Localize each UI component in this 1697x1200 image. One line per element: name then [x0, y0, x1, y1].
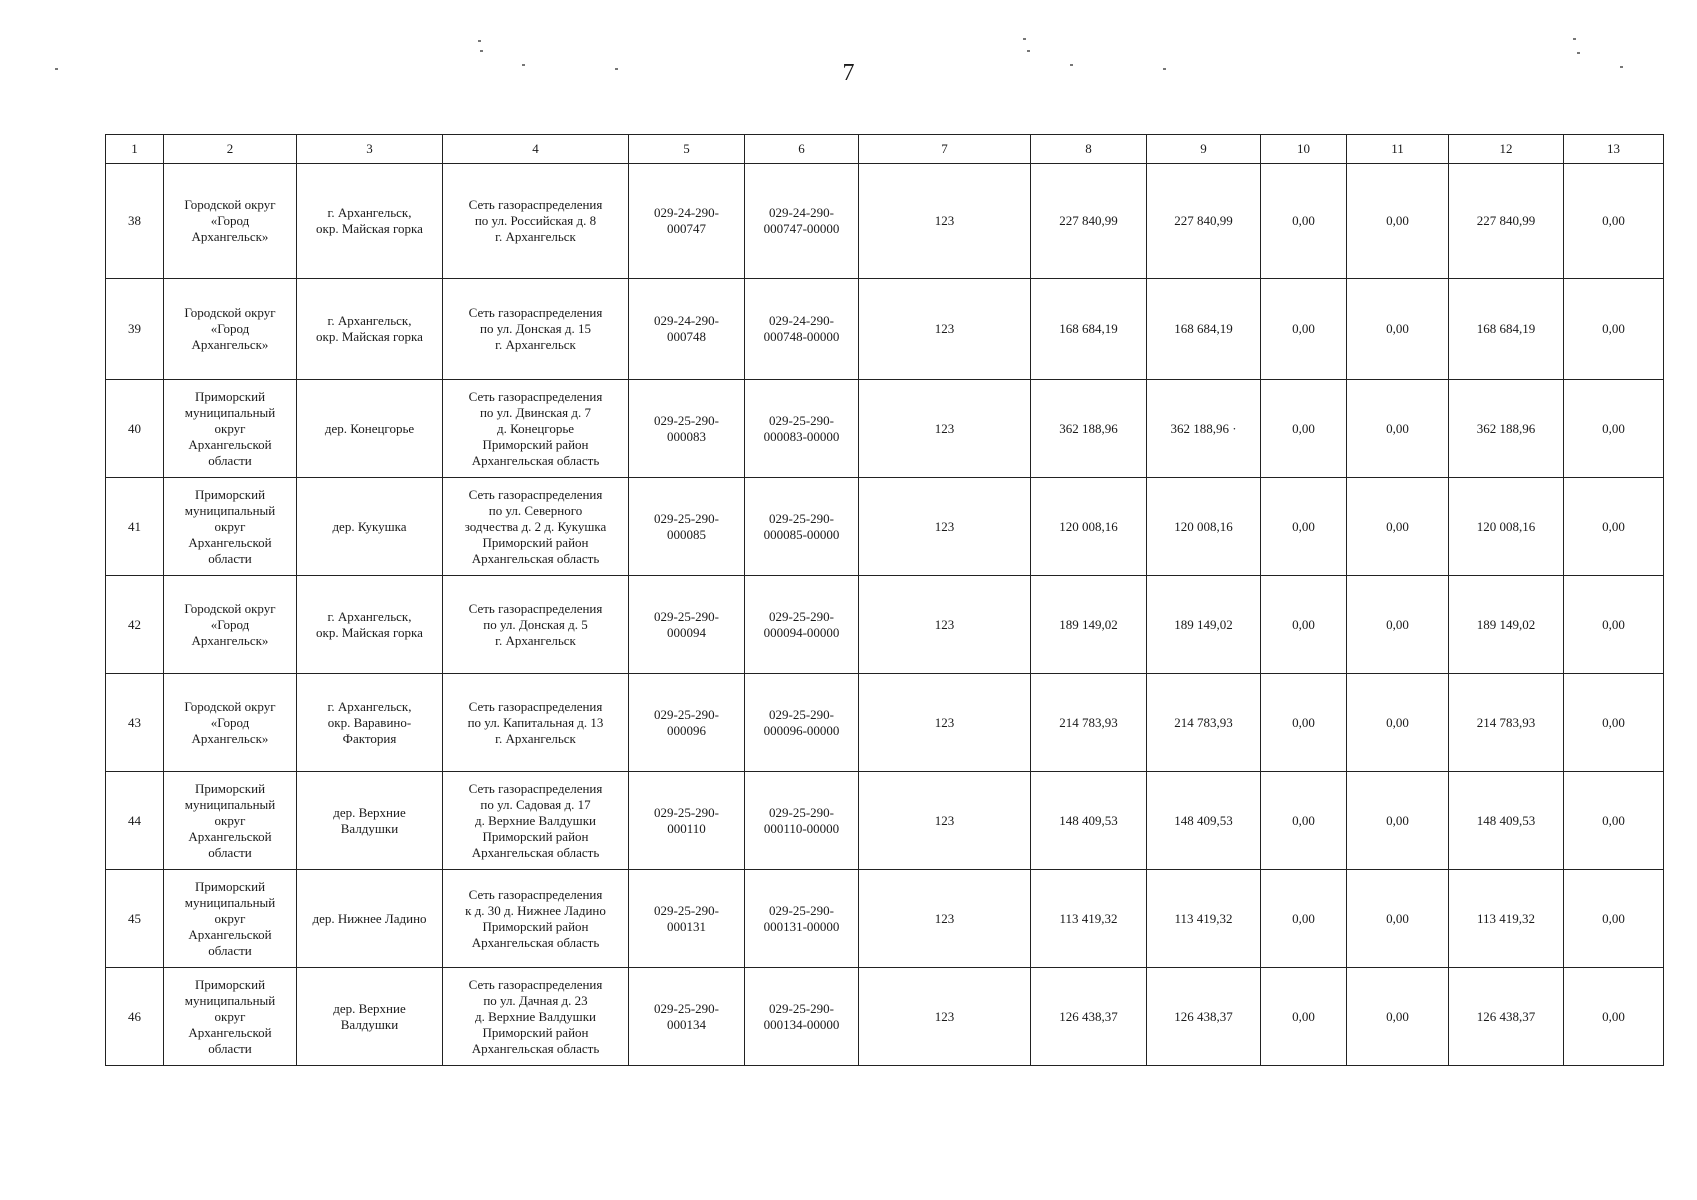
value-cell: 0,00 [1347, 380, 1449, 478]
column-header: 13 [1564, 135, 1664, 164]
value-cell: 362 188,96 · [1147, 380, 1261, 478]
value-cell: 0,00 [1261, 380, 1347, 478]
value-cell: 148 409,53 [1147, 772, 1261, 870]
column-header: 3 [297, 135, 443, 164]
scan-speck [480, 50, 483, 52]
inventory-number-cell: 029-25-290- 000131-00000 [745, 870, 859, 968]
row-number-cell: 38 [106, 164, 164, 279]
gas-network-table [105, 134, 1664, 1066]
registry-number-cell: 029-25-290- 000110 [629, 772, 745, 870]
locality-cell: г. Архангельск, окр. Майская горка [297, 164, 443, 279]
value-cell: 0,00 [1564, 478, 1664, 576]
value-cell: 126 438,37 [1031, 968, 1147, 1066]
inventory-number-cell: 029-25-290- 000096-00000 [745, 674, 859, 772]
row-number-cell: 40 [106, 380, 164, 478]
municipality-cell: Городской округ «Город Архангельск» [164, 674, 297, 772]
value-cell: 189 149,02 [1031, 576, 1147, 674]
value-cell: 0,00 [1261, 279, 1347, 380]
municipality-cell: Приморский муниципальный округ Архангельской области [164, 870, 297, 968]
municipality-cell: Приморский муниципальный округ Архангельской области [164, 968, 297, 1066]
value-cell: 0,00 [1347, 478, 1449, 576]
code-cell: 123 [859, 576, 1031, 674]
code-cell: 123 [859, 772, 1031, 870]
locality-cell: дер. Кукушка [297, 478, 443, 576]
value-cell: 0,00 [1261, 870, 1347, 968]
locality-cell: г. Архангельск, окр. Майская горка [297, 576, 443, 674]
code-cell: 123 [859, 164, 1031, 279]
table-row [106, 772, 1664, 870]
code-cell: 123 [859, 279, 1031, 380]
scan-speck [1573, 38, 1576, 40]
object-name-cell: Сеть газораспределения по ул. Донская д. 15 г. Архангельск [443, 279, 629, 380]
value-cell: 0,00 [1347, 870, 1449, 968]
locality-cell: дер. Верхние Валдушки [297, 772, 443, 870]
value-cell: 214 783,93 [1147, 674, 1261, 772]
locality-cell: дер. Верхние Валдушки [297, 968, 443, 1066]
column-header: 10 [1261, 135, 1347, 164]
registry-number-cell: 029-24-290- 000748 [629, 279, 745, 380]
column-header: 6 [745, 135, 859, 164]
column-header: 5 [629, 135, 745, 164]
table-header-row [106, 135, 1664, 164]
municipality-cell: Приморский муниципальный округ Архангельской области [164, 478, 297, 576]
value-cell: 148 409,53 [1031, 772, 1147, 870]
scan-speck [1577, 52, 1580, 54]
gas-network-table-container [105, 134, 1663, 1066]
municipality-cell: Приморский муниципальный округ Архангельской области [164, 380, 297, 478]
inventory-number-cell: 029-25-290- 000094-00000 [745, 576, 859, 674]
value-cell: 0,00 [1261, 674, 1347, 772]
code-cell: 123 [859, 870, 1031, 968]
value-cell: 0,00 [1261, 772, 1347, 870]
column-header: 12 [1449, 135, 1564, 164]
table-row [106, 164, 1664, 279]
value-cell: 362 188,96 [1449, 380, 1564, 478]
code-cell: 123 [859, 380, 1031, 478]
value-cell: 0,00 [1564, 279, 1664, 380]
value-cell: 113 419,32 [1147, 870, 1261, 968]
municipality-cell: Городской округ «Город Архангельск» [164, 576, 297, 674]
row-number-cell: 43 [106, 674, 164, 772]
object-name-cell: Сеть газораспределения к д. 30 д. Нижнее Ладино Приморский район Архангельская область [443, 870, 629, 968]
value-cell: 113 419,32 [1449, 870, 1564, 968]
value-cell: 148 409,53 [1449, 772, 1564, 870]
value-cell: 0,00 [1261, 478, 1347, 576]
table-row [106, 968, 1664, 1066]
value-cell: 0,00 [1347, 674, 1449, 772]
code-cell: 123 [859, 478, 1031, 576]
locality-cell: дер. Нижнее Ладино [297, 870, 443, 968]
column-header: 7 [859, 135, 1031, 164]
object-name-cell: Сеть газораспределения по ул. Двинская д. 7 д. Конецгорье Приморский район Архангельская область [443, 380, 629, 478]
table-row [106, 674, 1664, 772]
value-cell: 0,00 [1564, 380, 1664, 478]
column-header: 11 [1347, 135, 1449, 164]
object-name-cell: Сеть газораспределения по ул. Капитальная д. 13 г. Архангельск [443, 674, 629, 772]
inventory-number-cell: 029-25-290- 000083-00000 [745, 380, 859, 478]
column-header: 8 [1031, 135, 1147, 164]
scan-speck [1023, 38, 1026, 40]
column-header: 9 [1147, 135, 1261, 164]
value-cell: 0,00 [1261, 968, 1347, 1066]
registry-number-cell: 029-25-290- 000094 [629, 576, 745, 674]
table-row [106, 380, 1664, 478]
value-cell: 120 008,16 [1147, 478, 1261, 576]
value-cell: 227 840,99 [1031, 164, 1147, 279]
value-cell: 189 149,02 [1449, 576, 1564, 674]
value-cell: 126 438,37 [1449, 968, 1564, 1066]
object-name-cell: Сеть газораспределения по ул. Российская д. 8 г. Архангельск [443, 164, 629, 279]
registry-number-cell: 029-25-290- 000085 [629, 478, 745, 576]
column-header: 4 [443, 135, 629, 164]
value-cell: 113 419,32 [1031, 870, 1147, 968]
registry-number-cell: 029-24-290- 000747 [629, 164, 745, 279]
inventory-number-cell: 029-25-290- 000134-00000 [745, 968, 859, 1066]
value-cell: 0,00 [1261, 164, 1347, 279]
locality-cell: г. Архангельск, окр. Варавино- Фактория [297, 674, 443, 772]
inventory-number-cell: 029-25-290- 000085-00000 [745, 478, 859, 576]
value-cell: 214 783,93 [1449, 674, 1564, 772]
value-cell: 227 840,99 [1449, 164, 1564, 279]
locality-cell: дер. Конецгорье [297, 380, 443, 478]
value-cell: 0,00 [1564, 772, 1664, 870]
value-cell: 120 008,16 [1031, 478, 1147, 576]
value-cell: 0,00 [1347, 576, 1449, 674]
value-cell: 227 840,99 [1147, 164, 1261, 279]
value-cell: 168 684,19 [1031, 279, 1147, 380]
column-header: 1 [106, 135, 164, 164]
value-cell: 0,00 [1347, 772, 1449, 870]
code-cell: 123 [859, 674, 1031, 772]
municipality-cell: Приморский муниципальный округ Архангельской области [164, 772, 297, 870]
municipality-cell: Городской округ «Город Архангельск» [164, 164, 297, 279]
registry-number-cell: 029-25-290- 000083 [629, 380, 745, 478]
value-cell: 0,00 [1564, 674, 1664, 772]
code-cell: 123 [859, 968, 1031, 1066]
value-cell: 0,00 [1347, 968, 1449, 1066]
table-row [106, 576, 1664, 674]
inventory-number-cell: 029-24-290- 000748-00000 [745, 279, 859, 380]
value-cell: 0,00 [1261, 576, 1347, 674]
table-row [106, 870, 1664, 968]
object-name-cell: Сеть газораспределения по ул. Донская д. 5 г. Архангельск [443, 576, 629, 674]
value-cell: 189 149,02 [1147, 576, 1261, 674]
row-number-cell: 46 [106, 968, 164, 1066]
scan-speck [1027, 50, 1030, 52]
value-cell: 0,00 [1564, 576, 1664, 674]
value-cell: 0,00 [1347, 164, 1449, 279]
registry-number-cell: 029-25-290- 000096 [629, 674, 745, 772]
inventory-number-cell: 029-25-290- 000110-00000 [745, 772, 859, 870]
value-cell: 0,00 [1564, 968, 1664, 1066]
row-number-cell: 39 [106, 279, 164, 380]
page-number: 7 [842, 60, 855, 86]
value-cell: 362 188,96 [1031, 380, 1147, 478]
value-cell: 0,00 [1564, 870, 1664, 968]
object-name-cell: Сеть газораспределения по ул. Дачная д. 23 д. Верхние Валдушки Приморский район Архангельская область [443, 968, 629, 1066]
row-number-cell: 41 [106, 478, 164, 576]
column-header: 2 [164, 135, 297, 164]
value-cell: 0,00 [1347, 279, 1449, 380]
registry-number-cell: 029-25-290- 000134 [629, 968, 745, 1066]
scan-speck [478, 40, 481, 42]
row-number-cell: 45 [106, 870, 164, 968]
locality-cell: г. Архангельск, окр. Майская горка [297, 279, 443, 380]
value-cell: 126 438,37 [1147, 968, 1261, 1066]
row-number-cell: 44 [106, 772, 164, 870]
table-row [106, 478, 1664, 576]
registry-number-cell: 029-25-290- 000131 [629, 870, 745, 968]
value-cell: 168 684,19 [1147, 279, 1261, 380]
inventory-number-cell: 029-24-290- 000747-00000 [745, 164, 859, 279]
table-row [106, 279, 1664, 380]
object-name-cell: Сеть газораспределения по ул. Северного зодчества д. 2 д. Кукушка Приморский район Архангельская область [443, 478, 629, 576]
object-name-cell: Сеть газораспределения по ул. Садовая д. 17 д. Верхние Валдушки Приморский район Архангельская область [443, 772, 629, 870]
value-cell: 214 783,93 [1031, 674, 1147, 772]
value-cell: 168 684,19 [1449, 279, 1564, 380]
value-cell: 0,00 [1564, 164, 1664, 279]
row-number-cell: 42 [106, 576, 164, 674]
municipality-cell: Городской округ «Город Архангельск» [164, 279, 297, 380]
value-cell: 120 008,16 [1449, 478, 1564, 576]
